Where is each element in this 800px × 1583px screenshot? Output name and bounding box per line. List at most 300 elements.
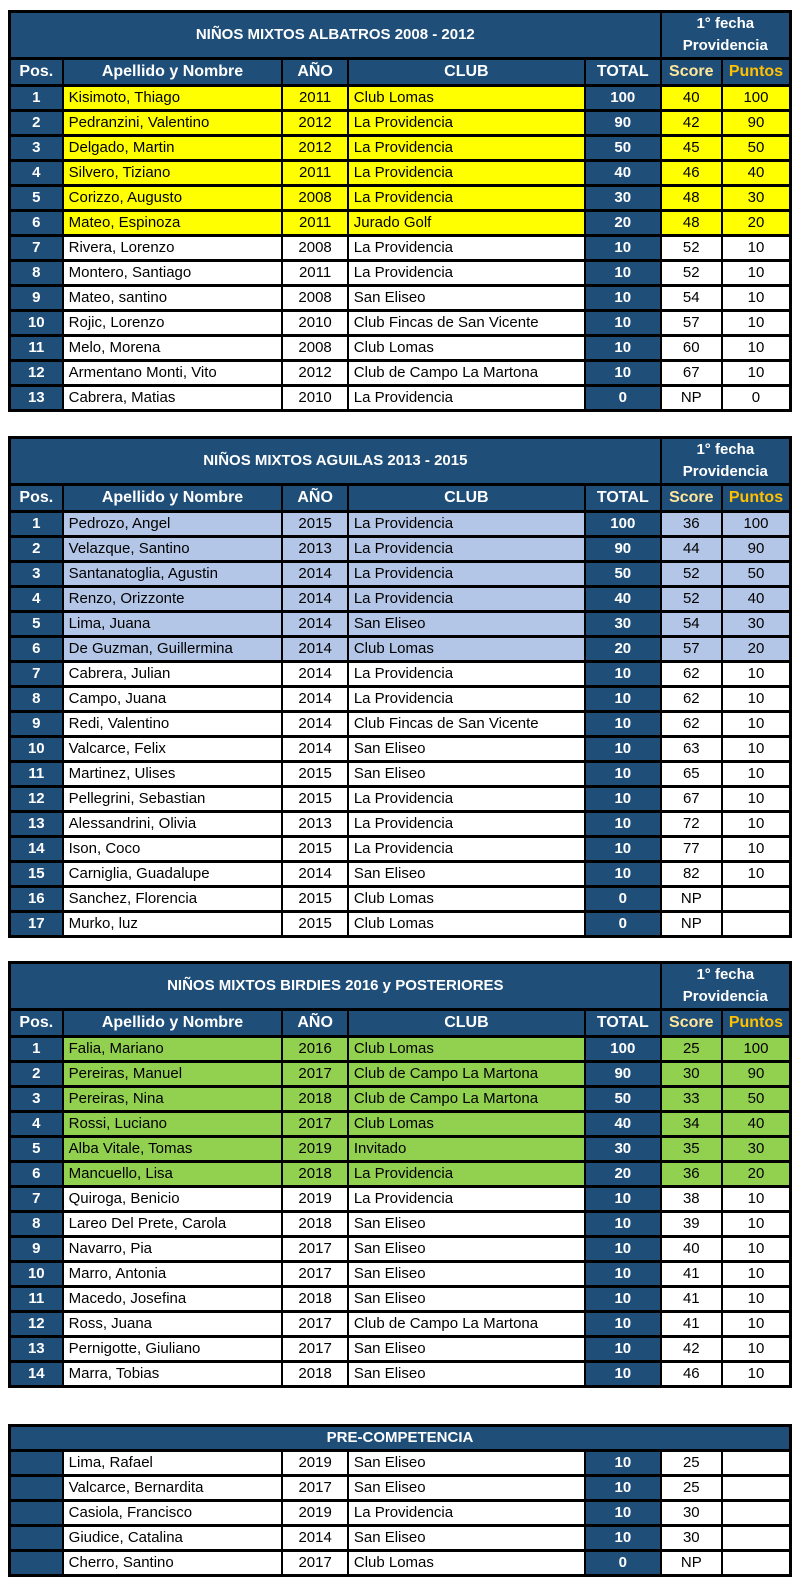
player-name-cell: De Guzman, Guillermina <box>63 637 283 662</box>
player-name-cell: Mateo, santino <box>63 286 283 311</box>
pos-cell: 9 <box>10 712 63 737</box>
player-name-cell: Pellegrini, Sebastian <box>63 787 283 812</box>
score-cell: 46 <box>661 1362 722 1387</box>
club-cell: La Providencia <box>348 111 585 136</box>
table-row <box>10 1137 791 1162</box>
player-name-cell: Marro, Antonia <box>63 1262 283 1287</box>
table-row <box>10 862 791 887</box>
year-cell: 2014 <box>282 637 347 662</box>
club-cell: San Eliseo <box>348 737 585 762</box>
total-cell: 100 <box>585 512 661 537</box>
club-cell: La Providencia <box>348 562 585 587</box>
table-row <box>10 386 791 411</box>
year-cell: 2011 <box>282 161 347 186</box>
score-cell: 44 <box>661 537 722 562</box>
score-cell: 46 <box>661 161 722 186</box>
pos-cell <box>10 1526 63 1551</box>
year-cell: 2018 <box>282 1162 347 1187</box>
pos-cell: 6 <box>10 211 63 236</box>
pos-cell: 14 <box>10 837 63 862</box>
total-cell: 50 <box>585 136 661 161</box>
pos-cell: 2 <box>10 537 63 562</box>
total-cell: 10 <box>585 236 661 261</box>
table-row <box>10 887 791 912</box>
club-cell: San Eliseo <box>348 1526 585 1551</box>
total-cell: 10 <box>585 311 661 336</box>
player-name-cell: Carniglia, Guadalupe <box>63 862 283 887</box>
year-cell: 2015 <box>282 512 347 537</box>
table-row <box>10 612 791 637</box>
year-cell: 2018 <box>282 1087 347 1112</box>
player-name-cell: Lima, Rafael <box>63 1451 283 1476</box>
puntos-cell: 50 <box>722 562 791 587</box>
year-cell: 2017 <box>282 1262 347 1287</box>
pos-cell: 15 <box>10 862 63 887</box>
total-cell: 10 <box>585 1501 661 1526</box>
player-name-cell: Rojic, Lorenzo <box>63 311 283 336</box>
puntos-cell: 90 <box>722 111 791 136</box>
pos-cell: 12 <box>10 787 63 812</box>
table-row <box>10 787 791 812</box>
pos-cell: 8 <box>10 687 63 712</box>
score-cell: 63 <box>661 737 722 762</box>
year-cell: 2019 <box>282 1451 347 1476</box>
score-cell: NP <box>661 386 722 411</box>
club-cell: La Providencia <box>348 687 585 712</box>
total-cell: 10 <box>585 1476 661 1501</box>
club-cell: San Eliseo <box>348 862 585 887</box>
pos-cell: 1 <box>10 512 63 537</box>
player-name-cell: Martinez, Ulises <box>63 762 283 787</box>
puntos-cell: 30 <box>722 186 791 211</box>
pos-cell: 10 <box>10 311 63 336</box>
player-name-cell: Kisimoto, Thiago <box>63 86 283 111</box>
score-cell: 34 <box>661 1112 722 1137</box>
table-row <box>10 136 791 161</box>
club-cell: La Providencia <box>348 837 585 862</box>
score-cell: 30 <box>661 1526 722 1551</box>
club-cell: San Eliseo <box>348 612 585 637</box>
puntos-cell: 30 <box>722 1137 791 1162</box>
club-cell: San Eliseo <box>348 1476 585 1501</box>
score-cell: NP <box>661 1551 722 1576</box>
score-cell: 25 <box>661 1451 722 1476</box>
total-cell: 10 <box>585 1526 661 1551</box>
total-cell: 10 <box>585 1212 661 1237</box>
player-name-cell: Rossi, Luciano <box>63 1112 283 1137</box>
pos-cell: 9 <box>10 1237 63 1262</box>
score-cell: NP <box>661 887 722 912</box>
player-name-cell: Murko, luz <box>63 912 283 937</box>
score-cell: 52 <box>661 261 722 286</box>
pos-cell: 5 <box>10 1137 63 1162</box>
year-cell: 2012 <box>282 111 347 136</box>
score-cell: 39 <box>661 1212 722 1237</box>
player-name-cell: Marra, Tobias <box>63 1362 283 1387</box>
year-cell: 2008 <box>282 186 347 211</box>
player-name-cell: Mancuello, Lisa <box>63 1162 283 1187</box>
total-cell: 20 <box>585 211 661 236</box>
table-row <box>10 637 791 662</box>
total-cell: 50 <box>585 1087 661 1112</box>
title-row <box>10 1426 791 1451</box>
year-cell: 2015 <box>282 837 347 862</box>
puntos-cell <box>722 1551 791 1576</box>
year-cell: 2019 <box>282 1501 347 1526</box>
score-cell: 65 <box>661 762 722 787</box>
total-cell: 0 <box>585 1551 661 1576</box>
year-cell: 2015 <box>282 912 347 937</box>
player-name-cell: Macedo, Josefina <box>63 1287 283 1312</box>
col-puntos: Puntos <box>722 1010 791 1037</box>
club-cell: Club Lomas <box>348 1112 585 1137</box>
club-cell: La Providencia <box>348 512 585 537</box>
table-row <box>10 1526 791 1551</box>
total-cell: 0 <box>585 386 661 411</box>
year-cell: 2012 <box>282 361 347 386</box>
club-cell: Invitado <box>348 1137 585 1162</box>
club-cell: Club Fincas de San Vicente <box>348 311 585 336</box>
fecha-header <box>661 12 791 59</box>
fecha-header <box>661 963 791 1010</box>
score-cell: 52 <box>661 562 722 587</box>
total-cell: 50 <box>585 562 661 587</box>
year-cell: 2014 <box>282 862 347 887</box>
score-cell: 54 <box>661 612 722 637</box>
pos-cell: 1 <box>10 1037 63 1062</box>
score-cell: 30 <box>661 1501 722 1526</box>
puntos-cell: 20 <box>722 211 791 236</box>
total-cell: 40 <box>585 1112 661 1137</box>
fecha-line2: Providencia <box>682 463 768 480</box>
player-name-cell: Pedranzini, Valentino <box>63 111 283 136</box>
score-cell: 40 <box>661 86 722 111</box>
pos-cell: 16 <box>10 887 63 912</box>
year-cell: 2014 <box>282 712 347 737</box>
total-cell: 10 <box>585 286 661 311</box>
year-cell: 2018 <box>282 1287 347 1312</box>
pos-cell: 1 <box>10 86 63 111</box>
puntos-cell: 10 <box>722 1262 791 1287</box>
year-cell: 2018 <box>282 1362 347 1387</box>
col-club: CLUB <box>348 1010 585 1037</box>
table-row <box>10 1476 791 1501</box>
year-cell: 2011 <box>282 211 347 236</box>
player-name-cell: Quiroga, Benicio <box>63 1187 283 1212</box>
puntos-cell <box>722 912 791 937</box>
score-cell: 48 <box>661 211 722 236</box>
col-puntos: Puntos <box>722 485 791 512</box>
total-cell: 20 <box>585 637 661 662</box>
table-row <box>10 261 791 286</box>
year-cell: 2011 <box>282 86 347 111</box>
table-row <box>10 512 791 537</box>
pos-cell: 11 <box>10 1287 63 1312</box>
puntos-cell: 10 <box>722 1187 791 1212</box>
puntos-cell <box>722 887 791 912</box>
pos-cell: 10 <box>10 737 63 762</box>
table-row <box>10 1062 791 1087</box>
club-cell: Club Fincas de San Vicente <box>348 712 585 737</box>
player-name-cell: Redi, Valentino <box>63 712 283 737</box>
fecha-line2: Providencia <box>682 988 768 1005</box>
year-cell: 2014 <box>282 662 347 687</box>
year-cell: 2010 <box>282 311 347 336</box>
score-cell: 25 <box>661 1476 722 1501</box>
club-cell: La Providencia <box>348 587 585 612</box>
score-cell: 57 <box>661 311 722 336</box>
puntos-cell <box>722 1476 791 1501</box>
score-cell: 30 <box>661 1062 722 1087</box>
pos-cell: 6 <box>10 637 63 662</box>
club-cell: Club Lomas <box>348 637 585 662</box>
total-cell: 10 <box>585 787 661 812</box>
score-cell: 62 <box>661 662 722 687</box>
year-cell: 2015 <box>282 762 347 787</box>
club-cell: La Providencia <box>348 261 585 286</box>
total-cell: 10 <box>585 1362 661 1387</box>
club-cell: La Providencia <box>348 186 585 211</box>
score-cell: 42 <box>661 1337 722 1362</box>
puntos-cell: 10 <box>722 361 791 386</box>
spacer <box>8 412 792 436</box>
year-cell: 2019 <box>282 1137 347 1162</box>
col-total: TOTAL <box>585 485 661 512</box>
table-row <box>10 1451 791 1476</box>
table-row <box>10 562 791 587</box>
table-row <box>10 837 791 862</box>
table-row <box>10 111 791 136</box>
total-cell: 10 <box>585 361 661 386</box>
club-cell: San Eliseo <box>348 1362 585 1387</box>
pos-cell: 17 <box>10 912 63 937</box>
score-cell: 62 <box>661 687 722 712</box>
year-cell: 2016 <box>282 1037 347 1062</box>
puntos-cell: 10 <box>722 662 791 687</box>
fecha-header <box>661 438 791 485</box>
player-name-cell: Alba Vitale, Tomas <box>63 1137 283 1162</box>
score-cell: 36 <box>661 1162 722 1187</box>
year-cell: 2008 <box>282 286 347 311</box>
puntos-cell: 10 <box>722 236 791 261</box>
puntos-cell: 50 <box>722 1087 791 1112</box>
total-cell: 40 <box>585 587 661 612</box>
puntos-cell: 40 <box>722 1112 791 1137</box>
player-name-cell: Ross, Juana <box>63 1312 283 1337</box>
year-cell: 2017 <box>282 1551 347 1576</box>
total-cell: 10 <box>585 1187 661 1212</box>
puntos-cell: 10 <box>722 787 791 812</box>
club-cell: La Providencia <box>348 386 585 411</box>
table-body-aguilas <box>10 512 791 937</box>
col-name: Apellido y Nombre <box>63 59 283 86</box>
score-cell: 36 <box>661 512 722 537</box>
player-name-cell: Pernigotte, Giuliano <box>63 1337 283 1362</box>
club-cell: La Providencia <box>348 161 585 186</box>
col-score: Score <box>661 485 722 512</box>
table-row <box>10 662 791 687</box>
year-cell: 2008 <box>282 336 347 361</box>
col-club: CLUB <box>348 59 585 86</box>
year-cell: 2019 <box>282 1187 347 1212</box>
puntos-cell <box>722 1501 791 1526</box>
player-name-cell: Cherro, Santino <box>63 1551 283 1576</box>
score-cell: 72 <box>661 812 722 837</box>
table-row <box>10 1212 791 1237</box>
club-cell: San Eliseo <box>348 1262 585 1287</box>
player-name-cell: Ison, Coco <box>63 837 283 862</box>
table-row <box>10 1037 791 1062</box>
year-cell: 2014 <box>282 612 347 637</box>
pos-cell: 10 <box>10 1262 63 1287</box>
puntos-cell: 0 <box>722 386 791 411</box>
puntos-cell: 10 <box>722 737 791 762</box>
total-cell: 0 <box>585 887 661 912</box>
col-pos: Pos. <box>10 1010 63 1037</box>
table-row <box>10 737 791 762</box>
player-name-cell: Rivera, Lorenzo <box>63 236 283 261</box>
pos-cell <box>10 1551 63 1576</box>
table-row <box>10 161 791 186</box>
pos-cell: 4 <box>10 161 63 186</box>
score-cell: 67 <box>661 787 722 812</box>
club-cell: Club Lomas <box>348 912 585 937</box>
total-cell: 10 <box>585 336 661 361</box>
player-name-cell: Casiola, Francisco <box>63 1501 283 1526</box>
total-cell: 90 <box>585 1062 661 1087</box>
puntos-cell: 10 <box>722 286 791 311</box>
total-cell: 30 <box>585 612 661 637</box>
club-cell: La Providencia <box>348 537 585 562</box>
score-cell: 33 <box>661 1087 722 1112</box>
puntos-cell: 30 <box>722 612 791 637</box>
column-header-row <box>10 59 791 86</box>
table-precompetencia <box>8 1424 792 1577</box>
total-cell: 10 <box>585 1337 661 1362</box>
total-cell: 20 <box>585 1162 661 1187</box>
total-cell: 10 <box>585 261 661 286</box>
club-cell: San Eliseo <box>348 1212 585 1237</box>
player-name-cell: Alessandrini, Olivia <box>63 812 283 837</box>
col-pos: Pos. <box>10 59 63 86</box>
player-name-cell: Corizzo, Augusto <box>63 186 283 211</box>
puntos-cell <box>722 1526 791 1551</box>
table-row <box>10 361 791 386</box>
pos-cell <box>10 1451 63 1476</box>
pos-cell: 3 <box>10 136 63 161</box>
table-row <box>10 537 791 562</box>
table-body-birdies <box>10 1037 791 1387</box>
score-cell: 54 <box>661 286 722 311</box>
score-cell: 41 <box>661 1262 722 1287</box>
score-cell: 45 <box>661 136 722 161</box>
puntos-cell <box>722 1451 791 1476</box>
table-body-precompetencia <box>10 1451 791 1576</box>
player-name-cell: Sanchez, Florencia <box>63 887 283 912</box>
pos-cell: 7 <box>10 662 63 687</box>
table-row <box>10 912 791 937</box>
col-year: AÑO <box>282 59 347 86</box>
table-row <box>10 211 791 236</box>
fecha-line1: 1° fecha <box>696 15 755 32</box>
table-row <box>10 762 791 787</box>
puntos-cell: 10 <box>722 1337 791 1362</box>
player-name-cell: Santanatoglia, Agustin <box>63 562 283 587</box>
score-cell: 40 <box>661 1237 722 1262</box>
col-score: Score <box>661 1010 722 1037</box>
pos-cell: 7 <box>10 236 63 261</box>
club-cell: San Eliseo <box>348 1237 585 1262</box>
club-cell: Club Lomas <box>348 1551 585 1576</box>
col-puntos: Puntos <box>722 59 791 86</box>
table-row <box>10 86 791 111</box>
year-cell: 2017 <box>282 1062 347 1087</box>
club-cell: La Providencia <box>348 1501 585 1526</box>
score-cell: 48 <box>661 186 722 211</box>
col-total: TOTAL <box>585 59 661 86</box>
total-cell: 10 <box>585 1312 661 1337</box>
puntos-cell: 10 <box>722 1287 791 1312</box>
total-cell: 100 <box>585 1037 661 1062</box>
total-cell: 10 <box>585 662 661 687</box>
table-row <box>10 1187 791 1212</box>
fecha-line2: Providencia <box>682 37 768 54</box>
puntos-cell: 10 <box>722 862 791 887</box>
pos-cell: 4 <box>10 587 63 612</box>
puntos-cell: 100 <box>722 1037 791 1062</box>
total-cell: 10 <box>585 687 661 712</box>
player-name-cell: Pedrozo, Angel <box>63 512 283 537</box>
spacer <box>8 938 792 961</box>
year-cell: 2014 <box>282 687 347 712</box>
table-row <box>10 712 791 737</box>
pos-cell: 12 <box>10 361 63 386</box>
puntos-cell: 10 <box>722 712 791 737</box>
player-name-cell: Pereiras, Manuel <box>63 1062 283 1087</box>
club-cell: La Providencia <box>348 136 585 161</box>
pos-cell: 4 <box>10 1112 63 1137</box>
player-name-cell: Velazque, Santino <box>63 537 283 562</box>
player-name-cell: Pereiras, Nina <box>63 1087 283 1112</box>
pos-cell: 8 <box>10 261 63 286</box>
fecha-line1: 1° fecha <box>696 441 755 458</box>
year-cell: 2013 <box>282 812 347 837</box>
year-cell: 2017 <box>282 1337 347 1362</box>
puntos-cell: 100 <box>722 86 791 111</box>
club-cell: Club de Campo La Martona <box>348 361 585 386</box>
table-aguilas <box>8 436 792 938</box>
puntos-cell: 20 <box>722 637 791 662</box>
score-cell: 60 <box>661 336 722 361</box>
puntos-cell: 10 <box>722 1362 791 1387</box>
table-row <box>10 587 791 612</box>
table-albatros <box>8 10 792 412</box>
pos-cell: 5 <box>10 186 63 211</box>
title-row <box>10 438 791 485</box>
year-cell: 2011 <box>282 261 347 286</box>
table-row <box>10 1337 791 1362</box>
table-row <box>10 1312 791 1337</box>
total-cell: 100 <box>585 86 661 111</box>
category-title: NIÑOS MIXTOS AGUILAS 2013 - 2015 <box>10 438 661 485</box>
year-cell: 2017 <box>282 1312 347 1337</box>
year-cell: 2017 <box>282 1237 347 1262</box>
player-name-cell: Cabrera, Julian <box>63 662 283 687</box>
puntos-cell: 90 <box>722 537 791 562</box>
club-cell: Club Lomas <box>348 336 585 361</box>
score-cell: 38 <box>661 1187 722 1212</box>
score-cell: 82 <box>661 862 722 887</box>
